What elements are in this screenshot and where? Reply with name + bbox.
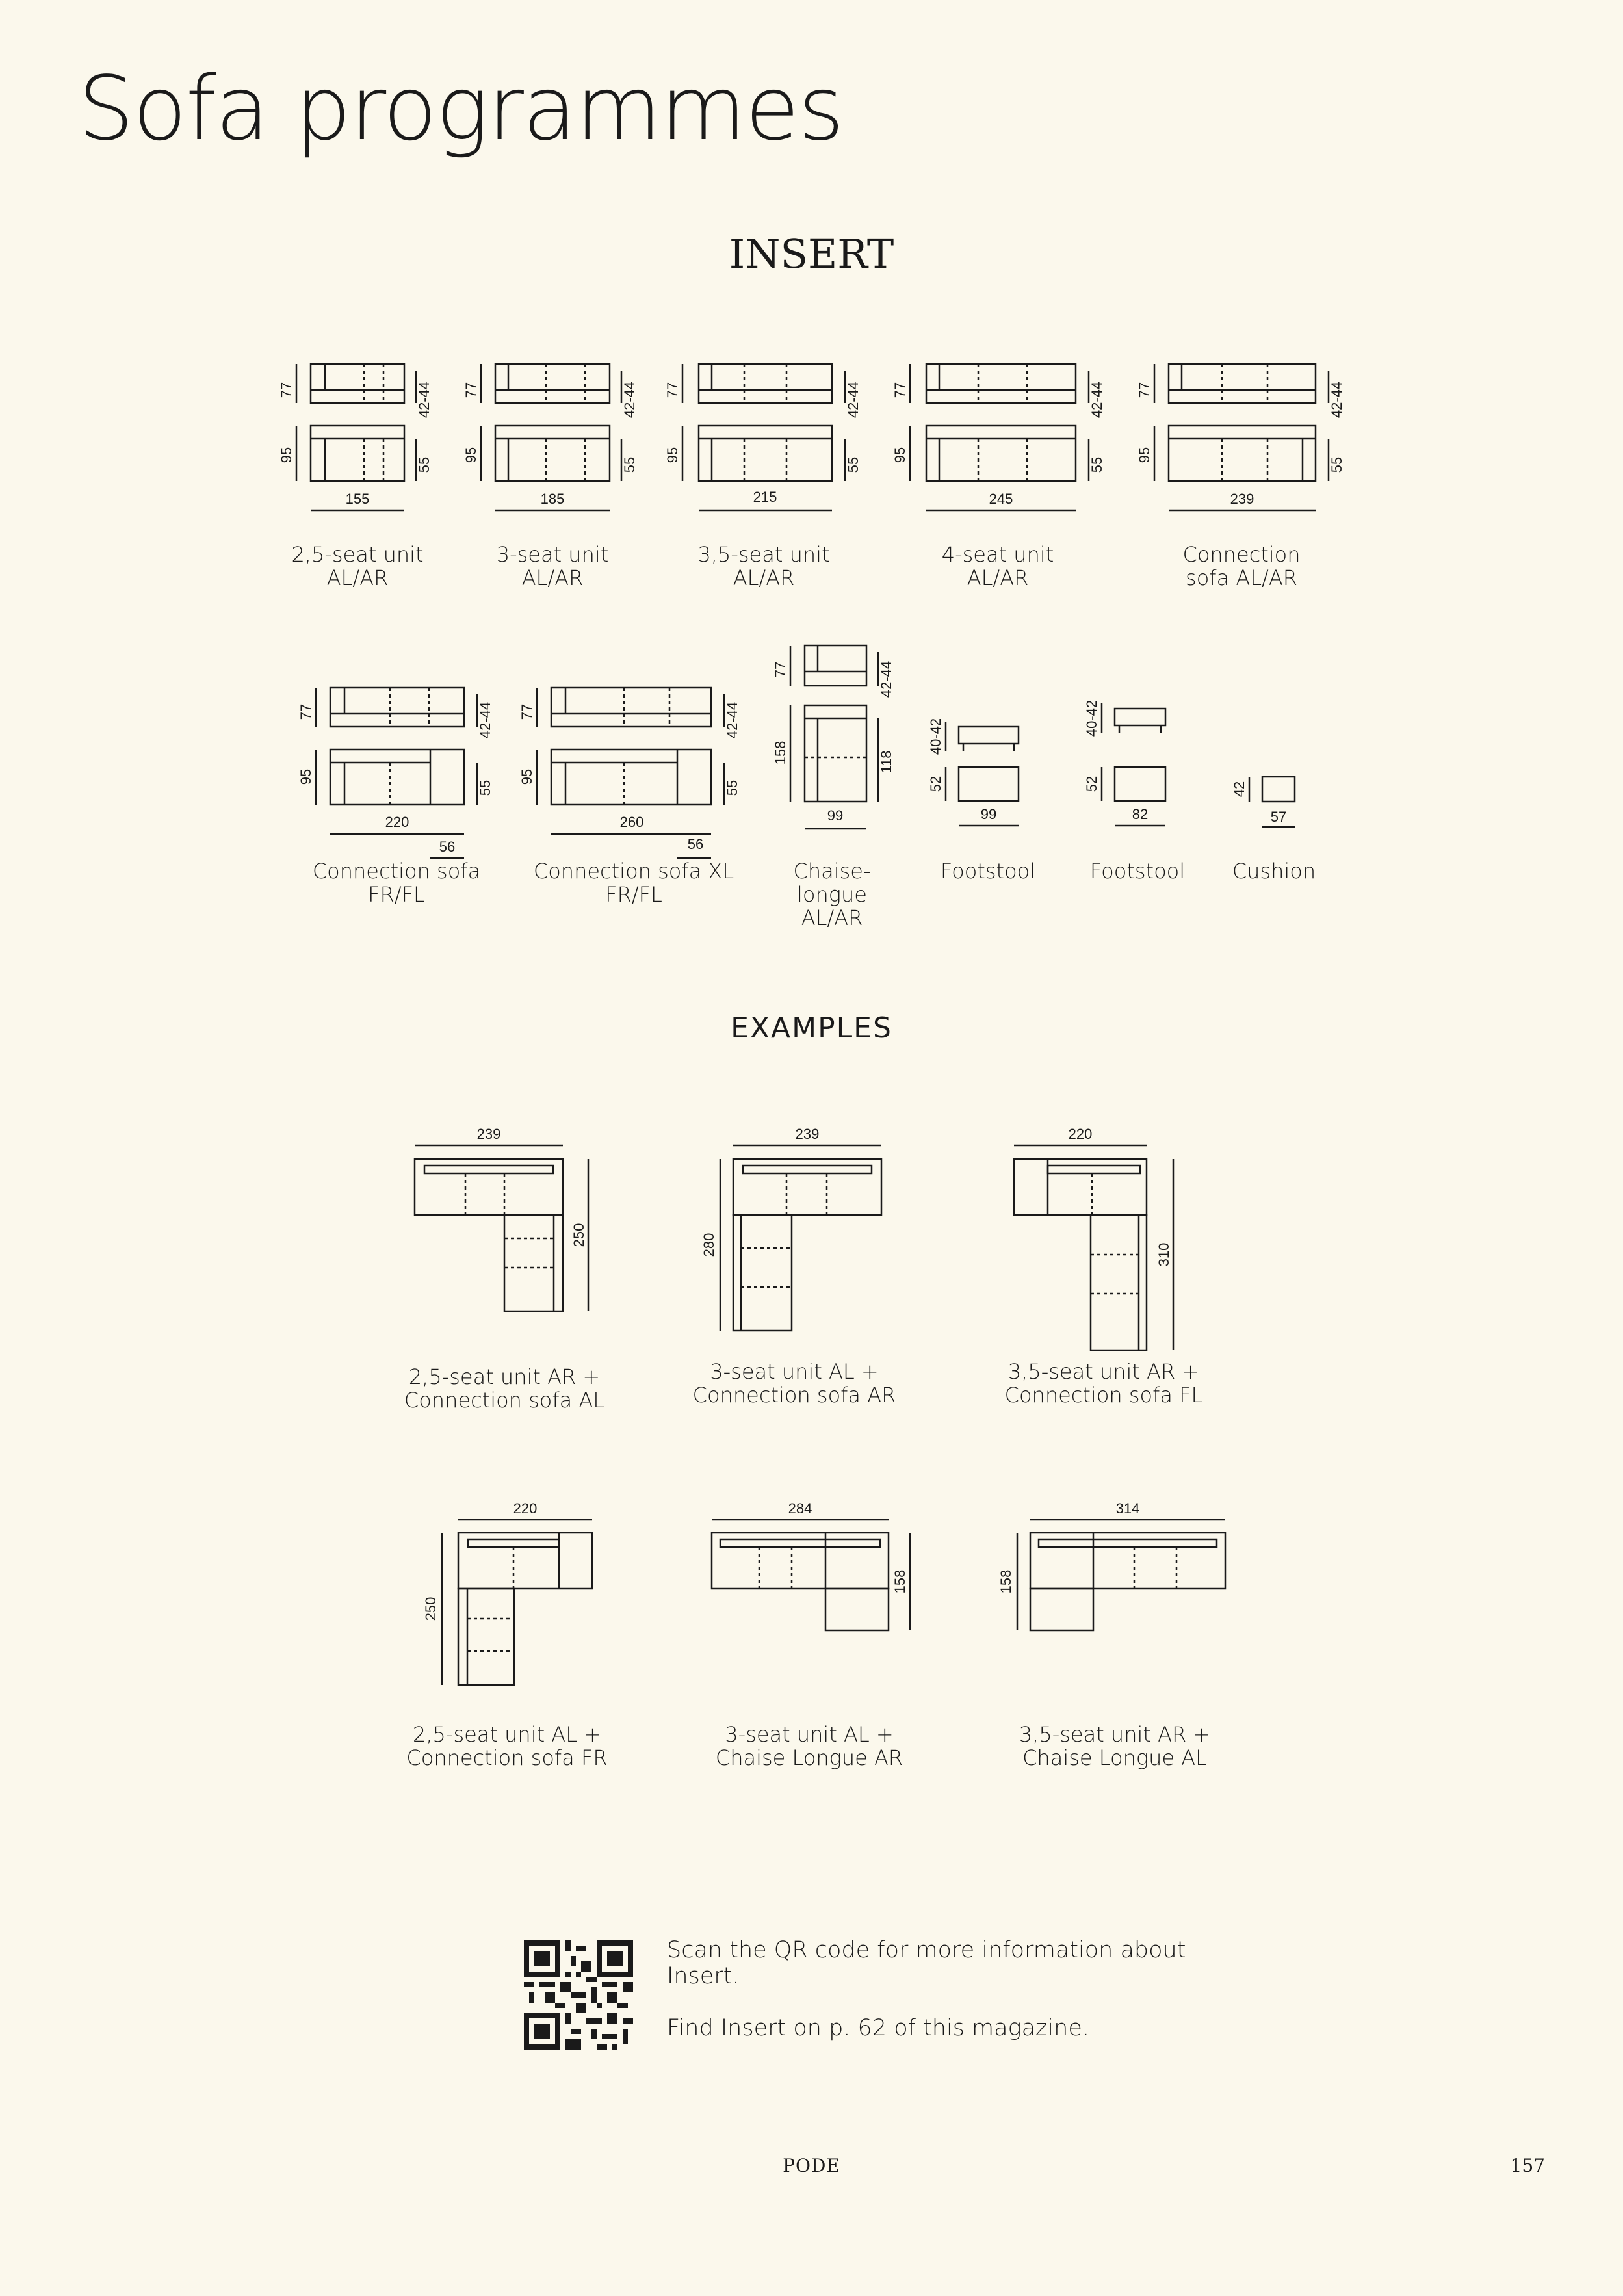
dim-seat-depth: 55 [1329, 456, 1345, 473]
dim-depth: 52 [928, 776, 944, 792]
dim-depth: 95 [278, 447, 294, 463]
dim-depth: 280 [701, 1233, 717, 1257]
qr-info-line2: Find Insert on p. 62 of this magazine. [667, 2015, 1089, 2041]
dim-depth: 158 [998, 1569, 1014, 1594]
dim-height: 77 [1136, 382, 1152, 398]
qr-info-line1: Scan the QR code for more information about Insert. [667, 1937, 1186, 1989]
product-caption: 3,5-seat unit AL/AR [697, 542, 830, 590]
sofa-drawing [1154, 364, 1329, 510]
dim-height: 77 [664, 382, 681, 398]
dim-width-secondary: 56 [439, 839, 456, 855]
dim-height: 77 [463, 382, 479, 398]
dim-height: 77 [519, 703, 535, 720]
dim-seat-height: 42-44 [724, 701, 740, 739]
sofa-drawing [316, 688, 477, 858]
dim-depth: 95 [892, 447, 908, 463]
product-caption: Connection sofa AL/AR [1182, 542, 1301, 590]
dim-height: 40-42 [1084, 699, 1100, 737]
dim-height: 77 [892, 382, 908, 398]
dim-depth: 42 [1231, 781, 1247, 798]
example-drawing [442, 1520, 592, 1685]
example-caption: 3-seat unit AL + Connection sofa AR [692, 1359, 896, 1407]
product-caption: Chaise- longue AL/AR [793, 859, 871, 930]
dim-seat-height: 42-44 [1329, 381, 1345, 419]
example-drawing [415, 1145, 588, 1311]
dim-width: 57 [1270, 809, 1287, 825]
product-caption: 4-seat unit AL/AR [941, 542, 1054, 590]
qr-code-icon[interactable] [524, 1940, 633, 2050]
dim-width: 215 [753, 489, 777, 505]
example-drawing [1014, 1145, 1173, 1350]
dim-width: 185 [540, 491, 565, 507]
product-caption: Footstool [1089, 859, 1186, 883]
dim-seat-depth: 55 [477, 779, 493, 796]
dim-width: 245 [989, 491, 1013, 507]
dim-seat-height: 42-44 [878, 660, 894, 698]
example-drawing [1017, 1520, 1225, 1630]
dim-width: 99 [827, 807, 844, 824]
dim-width: 220 [513, 1500, 538, 1517]
dim-seat-depth: 118 [878, 750, 894, 774]
product-caption: 3-seat unit AL/AR [496, 542, 609, 590]
dim-height: 77 [298, 703, 314, 720]
example-caption: 2,5-seat unit AL + Connection sofa FR [406, 1722, 608, 1770]
dim-width: 82 [1132, 806, 1149, 822]
product-caption: 2,5-seat unit AL/AR [291, 542, 424, 590]
dim-seat-height: 42-44 [621, 381, 638, 419]
example-caption: 3-seat unit AL + Chaise Longue AR [715, 1722, 903, 1770]
qr-info [667, 1937, 1187, 2067]
dim-seat-height: 42-44 [416, 381, 432, 419]
example-drawing [720, 1145, 881, 1331]
dim-depth: 95 [664, 447, 681, 463]
dim-depth: 310 [1156, 1242, 1172, 1267]
dim-width: 220 [385, 814, 409, 830]
dim-seat-height: 42-44 [477, 701, 493, 739]
dim-seat-depth: 55 [845, 456, 861, 473]
dim-seat-depth: 55 [416, 456, 432, 473]
product-caption: Cushion [1232, 859, 1316, 883]
dim-width: 239 [476, 1126, 501, 1142]
sofa-drawing [790, 646, 878, 829]
product-caption: Footstool [940, 859, 1036, 883]
section-title-insert: INSERT [729, 230, 894, 278]
dim-seat-height: 42-44 [1089, 381, 1105, 419]
dim-depth: 250 [422, 1597, 439, 1621]
dim-depth: 95 [519, 768, 535, 785]
sofa-drawing [910, 364, 1089, 510]
dim-depth: 158 [772, 740, 788, 765]
dim-width: 284 [788, 1500, 812, 1517]
footer-brand: PODE [783, 2155, 840, 2176]
dim-width: 239 [795, 1126, 820, 1142]
dim-width-secondary: 56 [687, 836, 704, 852]
dim-seat-depth: 55 [621, 456, 638, 473]
dim-depth: 95 [298, 768, 314, 785]
example-caption: 3,5-seat unit AR + Chaise Longue AL [1019, 1722, 1211, 1770]
section-title-examples: EXAMPLES [731, 1011, 892, 1045]
dim-depth: 158 [892, 1569, 908, 1594]
dim-seat-depth: 55 [1089, 456, 1105, 473]
page-title: Sofa programmes [78, 58, 843, 161]
dim-width: 220 [1068, 1126, 1093, 1142]
dim-height: 40-42 [928, 718, 944, 755]
dim-height: 77 [278, 382, 294, 398]
dim-seat-depth: 55 [724, 779, 740, 796]
dim-depth: 52 [1084, 776, 1100, 792]
page-number: 157 [1510, 2155, 1545, 2176]
dim-width: 314 [1115, 1500, 1140, 1517]
example-caption: 2,5-seat unit AR + Connection sofa AL [404, 1364, 605, 1413]
dim-width: 260 [619, 814, 644, 830]
example-caption: 3,5-seat unit AR + Connection sofa FL [1004, 1359, 1203, 1407]
example-drawing [712, 1520, 910, 1630]
product-caption: Connection sofa FR/FL [312, 859, 481, 907]
dim-width: 99 [980, 806, 997, 822]
sofa-drawing [537, 688, 724, 858]
dim-depth: 250 [571, 1223, 587, 1247]
product-caption: Connection sofa XL FR/FL [533, 859, 734, 907]
dim-depth: 95 [1136, 447, 1152, 463]
dim-seat-height: 42-44 [845, 381, 861, 419]
dim-width: 239 [1230, 491, 1254, 507]
sofa-drawing [481, 364, 621, 510]
dim-width: 155 [345, 491, 370, 507]
dim-depth: 95 [463, 447, 479, 463]
dim-height: 77 [772, 661, 788, 678]
sofa-drawing [296, 364, 416, 510]
